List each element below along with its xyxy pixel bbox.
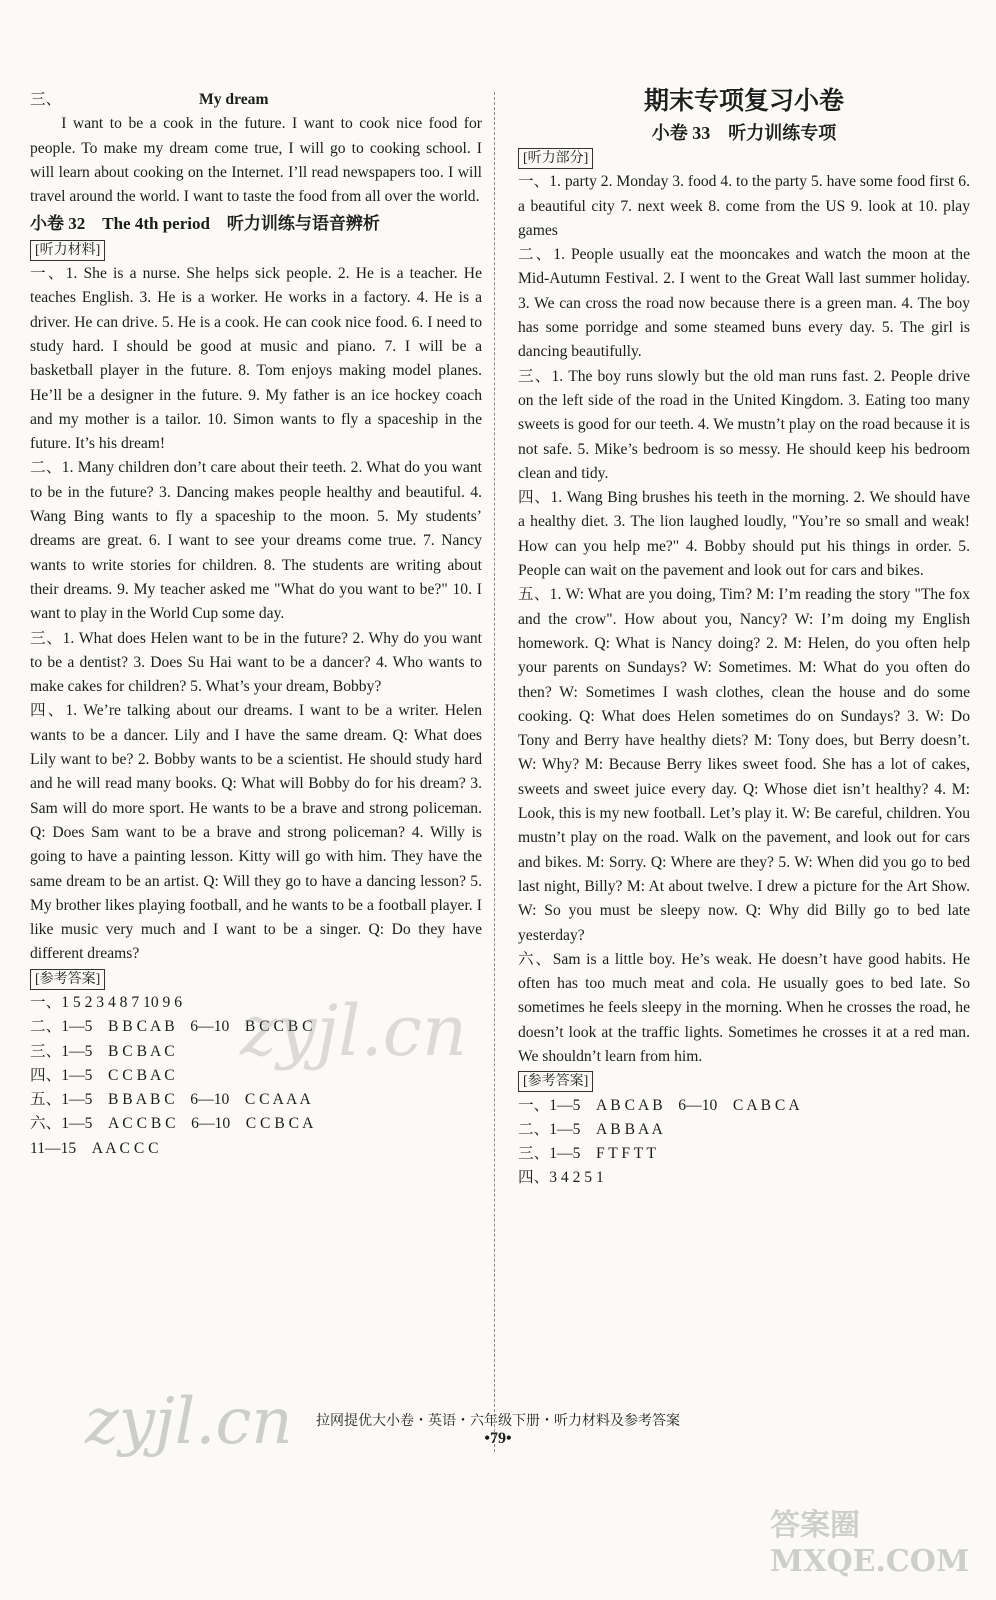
left-paragraph-2: 二、1. Many children don’t care about their teeth. 2. What do you want to be in the future? 3. Dancing makes people healthy and beautiful. 4. Wang Bing wants to fly a spaceship to the moon. 5. My students’ dreams are great. 6. I want to see your dreams come true. 7. Nancy wants to write stories for children. 8. The students are writing about their dreams. 9. My teacher asked me "What do you want to be?" 10. I want to play in the World Cup some day. xyxy=(30,459,482,623)
final-review-title: 期末专项复习小卷 xyxy=(643,88,844,115)
essay-title: My dream xyxy=(199,91,269,108)
page-footer: 拉网提优大小卷・英语・六年级下册・听力材料及参考答案 xyxy=(316,1414,680,1429)
right-answer-4: 四、3 4 2 5 1 xyxy=(518,1169,604,1187)
essay-section-number: 三、 xyxy=(30,91,62,108)
left-answer-1: 一、1 5 2 3 4 8 7 10 9 6 xyxy=(30,993,183,1011)
left-paragraph-1: 一、1. She is a nurse. She helps sick people. 2. He is a teacher. He teaches English. 3. He is a worker. He works in a factory. 4. He is a driver. He can drive. 5. He is a cook. He can cook nice food. 6. I need to study hard. I should be good at music and piano. 7. I will be a basketball player in the future. 8. Tom enjoys making model planes. He’ll be a designer in the future. 9. My father is an ice hockey coach and my mother is a tailor. 10. Simon wants to fly a spaceship in the future. It’s his dream! xyxy=(30,265,482,453)
section-32-title: 小卷 32 The 4th period 听力训练与语音辨析 xyxy=(30,214,380,234)
mxqe-watermark: 答案圈 MXQE.COM xyxy=(770,1508,970,1579)
left-answer-2: 二、1—5 B B C A B 6—10 B C C B C xyxy=(30,1018,313,1036)
section-33-title: 小卷 33 听力训练专项 xyxy=(651,123,837,143)
left-answer-6: 六、1—5 A C C B C 6—10 C C B C A xyxy=(30,1115,314,1133)
left-answer-4: 四、1—5 C C B A C xyxy=(30,1066,175,1084)
right-answer-2: 二、1—5 A B B A A xyxy=(518,1120,663,1138)
right-paragraph-1: 一、1. party 2. Monday 3. food 4. to the party 5. have some food first 6. a beautiful city 7. next week 8. come from the US 9. look at 10. play games xyxy=(518,173,970,239)
right-answer-tag: [参考答案] xyxy=(518,1071,593,1092)
right-column xyxy=(518,88,970,1191)
zyjl-watermark: zyjl.cn xyxy=(85,1385,293,1459)
right-answer-1: 一、1—5 A B C A B 6—10 C A B C A xyxy=(518,1096,800,1114)
right-paragraph-2: 二、1. People usually eat the mooncakes and watch the moon at the Mid-Autumn Festival. 2. I went to the Great Wall last summer holiday. 3. We can cross the road now because there is a green man. 4. The boy has some porridge and some steamed buns every day. 5. The girl is dancing beautifully. xyxy=(518,246,970,361)
listening-material-tag: [听力材料] xyxy=(30,240,105,261)
essay-heading-line xyxy=(30,88,482,112)
zyjl-watermark-center: zyjl.cn xyxy=(240,990,468,1072)
left-paragraph-3: 三、1. What does Helen want to be in the future? 2. Why do you want to be a dentist? 3. Does Su Hai want to be a dancer? 4. Who wants to make cakes for children? 5. What’s your dream, Bobby? xyxy=(30,629,482,696)
left-answer-7: 11—15 A A C C C xyxy=(30,1139,159,1157)
right-paragraph-6: 六、Sam is a little boy. He’s weak. He doesn’t have good habits. He often has too much meat and cola. He usually goes to bed late. So sometimes he feels sleepy in the morning. When he crosses the road, he doesn’t look at the traffic lights. Sometimes he crosses it at a red man. We shouldn’t learn from him. xyxy=(518,950,970,1065)
page-number: •79• xyxy=(484,1430,512,1447)
column-divider xyxy=(494,92,495,1452)
left-answer-tag: [参考答案] xyxy=(30,969,105,990)
left-answer-3: 三、1—5 B C B A C xyxy=(30,1042,175,1060)
right-paragraph-5: 五、1. W: What are you doing, Tim? M: I’m reading the story "The fox and the crow". How about you, Nancy? W: I’m doing my English homework. Q: What is Nancy doing? 2. M: Helen, do you often help your parents on Sundays? W: Sometimes. M: What do you often do then? W: Sometimes I wash clothes, clean the house and do some cooking. Q: What does Helen sometimes do on Sundays? 3. W: Do Tony and Berry have healthy diets? M: Tony does, but Berry doesn’t. W: Why? M: Because Berry likes sweet food. She has a lot of cakes, sweets and sweet juice every day. Q: Whose diet isn’t healthy? 4. M: Look, this is my new football. Let’s play it. W: Be careful, children. You mustn’t play on the road. Walk on the pavement, and look out for cars and bikes. M: Sorry. Q: Where are they? 5. W: When did you go to bed last night, Billy? M: At about twelve. I drew a picture for the Art Show. W: So you must be sleepy now. Q: Why did Billy go to bed late yesterday? xyxy=(518,586,970,944)
right-answer-3: 三、1—5 F T F T T xyxy=(518,1145,657,1163)
listening-part-tag: [听力部分] xyxy=(518,148,593,169)
left-paragraph-4: 四、1. We’re talking about our dreams. I want to be a writer. Helen wants to be a dancer. Lily and I have the same dream. Q: What does Lily want to be? 2. Bobby wants to be a scientist. He should study hard and he will read many books. Q: What will Bobby do for his dream? 3. Sam will do more sport. He wants to be a brave and strong policeman. Q: Does Sam want to be a brave and strong policeman? 4. Willy is going to have a painting lesson. Kitty will go with him. They have the same dream to be an artist. Q: Will they go to have a dancing lesson? 5. My brother likes playing football, and he wants to be a football player. I like music very much and I want to be a singer. Q: Do they have different dreams? xyxy=(30,702,482,963)
right-paragraph-4: 四、1. Wang Bing brushes his teeth in the morning. 2. We should have a healthy diet. 3. The lion laughed loudly, "You’re so small and weak! How can you help me?" 4. Bobby should put his things in order. 5. People can wait on the pavement and look out for cars and bikes. xyxy=(518,489,970,580)
left-answer-5: 五、1—5 B B A B C 6—10 C C A A A xyxy=(30,1091,311,1109)
right-paragraph-3: 三、1. The boy runs slowly but the old man runs fast. 2. People drive on the left side of the road in the United Kingdom. 3. Eating too many sweets is good for our teeth. 4. We mustn’t play on the road because it is not safe. 5. Mike’s bedroom is so messy. He should keep his bedroom clean and tidy. xyxy=(518,367,970,482)
essay-body: I want to be a cook in the future. I want to cook nice food for people. To make my dream come true, I will go to cooking school. I will learn about cooking on the Internet. I’ll read newspapers too. I will travel around the world. I want to taste the food from all over the world. xyxy=(30,115,482,206)
